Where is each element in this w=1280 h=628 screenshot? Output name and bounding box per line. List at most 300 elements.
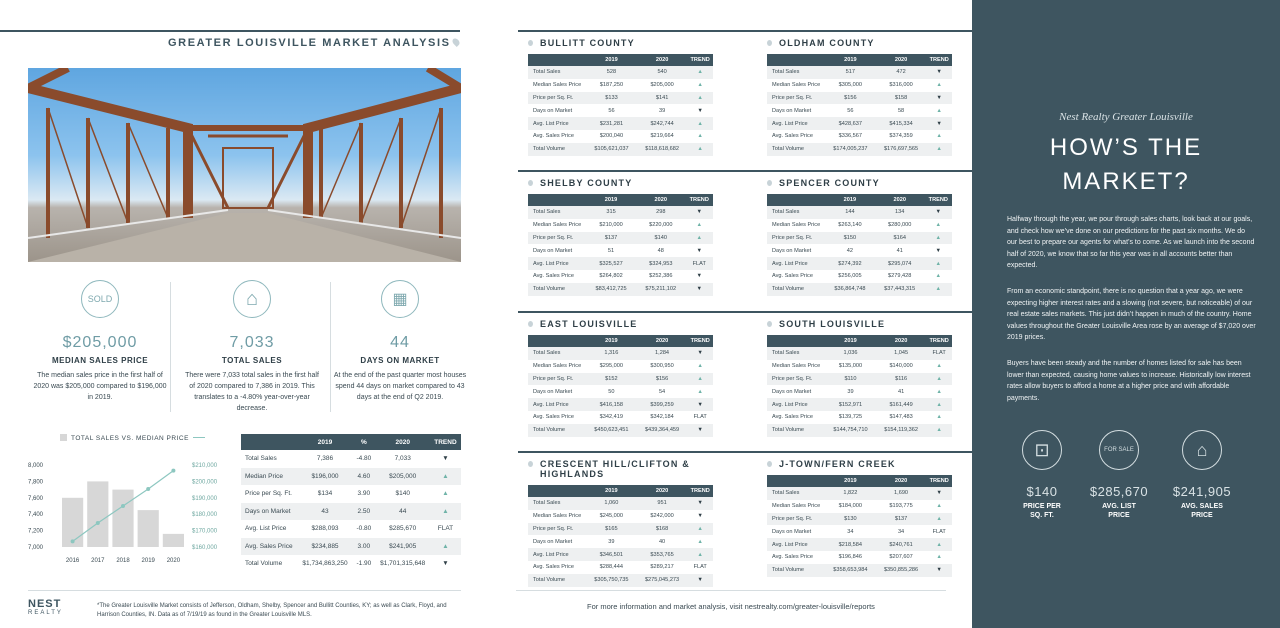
table-cell: ▼ <box>925 206 952 219</box>
table-row <box>767 398 952 411</box>
table-cell: Total Volume <box>767 424 825 437</box>
table-row <box>767 513 952 526</box>
table-row <box>767 283 952 296</box>
county-table <box>528 485 713 587</box>
stat-label-line: SQ. FT. <box>1030 511 1054 519</box>
county-col-header: 2019 <box>825 475 876 487</box>
table-row <box>767 360 952 373</box>
table-cell: $275,045,273 <box>637 574 688 587</box>
table-cell: $205,000 <box>376 468 430 486</box>
table-cell: Avg. Sales Price <box>772 414 813 421</box>
county-rule <box>518 451 978 453</box>
table-cell: $161,449 <box>876 398 926 411</box>
table-cell: ▲ <box>925 232 952 245</box>
sales-vs-price-chart <box>28 455 228 570</box>
table-cell: 48 <box>657 247 664 254</box>
reports-link-text: For more information and market analysis, visit nestrealty.com/greater-louisville/reports <box>587 602 875 611</box>
table-cell: $37,443,315 <box>875 283 925 296</box>
table-cell: ▼ <box>696 247 703 254</box>
table-cell: $300,950 <box>650 363 674 370</box>
median-price-point <box>71 539 75 543</box>
table-cell: ▼ <box>686 283 714 296</box>
table-cell: $156 <box>825 92 876 105</box>
county-col-header: TREND <box>686 194 714 206</box>
calendar-icon: ▦ <box>381 280 419 318</box>
table-cell: Avg. Sales Price <box>241 538 298 556</box>
table-cell: ▲ <box>687 66 713 79</box>
y-right-tick: $200,000 <box>192 479 218 486</box>
table-row <box>241 555 461 573</box>
table-cell: 315 <box>586 206 636 219</box>
stat-label <box>1162 503 1242 520</box>
table-cell: 134 <box>875 206 925 219</box>
table-cell: Days on Market <box>533 388 573 395</box>
table-cell: ▲ <box>936 133 942 140</box>
county-col-header <box>767 475 825 487</box>
county-col-header: 2020 <box>637 54 687 66</box>
table-cell: $416,158 <box>586 398 637 411</box>
table-cell: ▼ <box>926 117 952 130</box>
table-cell: $116 <box>876 373 926 386</box>
table-row <box>767 500 952 513</box>
county-col-header: 2020 <box>636 194 685 206</box>
table-cell: $415,334 <box>876 117 927 130</box>
table-cell: ▲ <box>936 503 942 510</box>
table-cell: $147,483 <box>889 414 913 421</box>
stat-label-line: PRICE PER <box>1023 503 1061 510</box>
county-col-header: TREND <box>926 335 952 347</box>
table-cell: $200,040 <box>599 133 624 140</box>
county-rule <box>518 30 978 32</box>
table-cell: ▲ <box>926 424 952 437</box>
left-page <box>0 0 490 628</box>
table-row <box>767 411 952 424</box>
table-cell: ▲ <box>936 363 942 370</box>
table-cell: ▼ <box>687 398 713 411</box>
county-table <box>528 54 713 156</box>
table-cell: $154,119,362 <box>876 424 926 437</box>
table-row <box>528 373 713 386</box>
table-cell: ▼ <box>696 273 703 280</box>
x-tick: 2020 <box>166 558 181 564</box>
table-row <box>528 385 713 398</box>
table-row <box>767 424 952 437</box>
table-row <box>528 411 713 424</box>
table-cell: FLAT <box>693 414 707 421</box>
table-cell: $140,000 <box>889 363 913 370</box>
table-cell: $264,802 <box>599 273 623 280</box>
table-row <box>767 347 952 360</box>
table-cell: ▼ <box>687 347 713 360</box>
summary-table <box>241 434 461 573</box>
table-cell: ▲ <box>697 363 703 370</box>
y-right-tick: $180,000 <box>192 512 218 519</box>
table-cell: $205,000 <box>650 82 674 89</box>
table-cell: 540 <box>637 66 687 79</box>
table-cell: Avg. List Price <box>528 548 586 561</box>
table-cell: Avg. Sales Price <box>772 273 813 280</box>
x-tick: 2018 <box>116 558 130 564</box>
table-cell: $280,000 <box>888 222 912 229</box>
table-cell: $220,000 <box>649 222 673 229</box>
table-cell: FLAT <box>932 528 946 535</box>
summary-col-header <box>241 434 298 450</box>
county-col-header: 2019 <box>586 485 637 497</box>
y-left-tick: 7,800 <box>28 479 44 486</box>
logo-top: NEST <box>28 598 62 610</box>
summary-col-header: % <box>352 434 375 450</box>
table-cell: $141 <box>637 92 687 105</box>
table-cell: $324,953 <box>636 257 685 270</box>
table-cell: FLAT <box>686 257 714 270</box>
table-cell: $196,846 <box>838 554 863 561</box>
table-cell: $174,005,237 <box>825 143 876 156</box>
county-col-header: 2020 <box>876 475 927 487</box>
table-cell: ▼ <box>686 206 714 219</box>
table-row <box>767 117 952 130</box>
stat-value: $285,670 <box>1089 484 1149 499</box>
table-cell: $36,864,748 <box>825 283 875 296</box>
county-col-header: TREND <box>926 54 952 66</box>
median-price-point <box>121 504 125 508</box>
county-col-header <box>528 194 586 206</box>
stat-value: 44 <box>390 334 410 351</box>
table-cell: $210,000 <box>599 222 623 229</box>
stat-label-line: PRICE <box>1108 511 1130 519</box>
floorplan-icon: ⊡ <box>1022 430 1062 470</box>
table-cell: $105,621,037 <box>586 143 637 156</box>
table-cell: 41 <box>896 247 903 254</box>
table-row <box>528 143 713 156</box>
table-cell: Days on Market <box>533 247 573 254</box>
table-cell: $305,750,735 <box>586 574 637 587</box>
line-legend-swatch <box>193 437 205 438</box>
table-row <box>767 130 952 143</box>
table-cell: Avg. Sales Price <box>772 133 813 140</box>
table-cell: ▼ <box>926 564 952 577</box>
table-cell: Days on Market <box>772 528 812 535</box>
table-row <box>528 360 713 373</box>
table-cell: Days on Market <box>772 388 812 395</box>
summary-col-header: TREND <box>430 434 461 450</box>
table-row <box>528 257 713 270</box>
county-block <box>767 178 952 296</box>
table-cell: $150 <box>825 232 875 245</box>
stat-median-price <box>30 280 170 403</box>
table-cell: $1,734,863,250 <box>298 555 352 573</box>
table-cell: $428,637 <box>825 117 876 130</box>
table-cell: $207,607 <box>889 554 913 561</box>
county-name: SPENCER COUNTY <box>767 178 952 188</box>
table-cell: 39 <box>658 107 666 114</box>
table-cell: Avg. List Price <box>241 520 298 538</box>
bar-legend-swatch <box>60 434 67 441</box>
x-tick: 2017 <box>91 558 105 564</box>
table-cell: $135,000 <box>838 363 863 370</box>
table-cell: Price per Sq. Ft. <box>528 232 586 245</box>
x-tick: 2019 <box>141 558 155 564</box>
table-row <box>767 538 952 551</box>
table-cell: ▲ <box>935 273 942 280</box>
table-cell: ▲ <box>936 82 942 89</box>
table-row <box>241 450 461 468</box>
table-cell: $231,281 <box>586 117 637 130</box>
table-cell: Avg. List Price <box>767 538 825 551</box>
house-key-icon: ⌂ <box>1182 430 1222 470</box>
table-cell: $193,775 <box>889 503 913 510</box>
table-cell: Price per Sq. Ft. <box>767 513 825 526</box>
y-left-tick: 7,600 <box>28 495 44 502</box>
table-row <box>767 257 952 270</box>
table-row <box>767 232 952 245</box>
table-row <box>528 424 713 437</box>
stat-label-line: AVG. LIST <box>1102 503 1136 510</box>
county-col-header <box>767 335 825 347</box>
table-cell: Median Sales Price <box>772 222 821 229</box>
table-cell: $325,527 <box>586 257 636 270</box>
stat-label-line: AVG. SALES <box>1181 503 1223 510</box>
divider <box>170 282 171 412</box>
table-cell: $450,623,451 <box>586 424 637 437</box>
table-row <box>528 79 713 92</box>
table-cell: 44 <box>376 503 430 521</box>
table-cell: Price per Sq. Ft. <box>767 373 825 386</box>
table-cell: 39 <box>847 388 854 395</box>
table-cell: 298 <box>636 206 685 219</box>
table-row <box>528 497 713 510</box>
table-cell: 1,036 <box>825 347 876 360</box>
table-cell: $241,905 <box>376 538 430 556</box>
table-cell: $152,971 <box>825 398 876 411</box>
table-cell: 1,822 <box>825 487 876 500</box>
table-cell: 56 <box>608 107 615 114</box>
table-cell: $399,259 <box>637 398 688 411</box>
table-cell: 2.50 <box>352 503 375 521</box>
table-cell: Total Volume <box>528 283 586 296</box>
table-cell: Price per Sq. Ft. <box>528 92 586 105</box>
county-block <box>767 319 952 437</box>
table-cell: 1,045 <box>876 347 926 360</box>
table-cell: 1,690 <box>876 487 927 500</box>
table-row <box>767 551 952 564</box>
table-cell: Median Sales Price <box>772 503 821 510</box>
y-right-tick: $170,000 <box>192 528 218 535</box>
table-cell: Avg. List Price <box>528 117 586 130</box>
table-cell: 951 <box>637 497 688 510</box>
table-row <box>528 548 713 561</box>
table-row <box>528 66 713 79</box>
table-cell: $187,250 <box>599 82 624 89</box>
headline-line-2: MARKET? <box>1062 168 1190 195</box>
stat-label: MEDIAN SALES PRICE <box>51 356 149 365</box>
price-per-sqft-stat <box>1002 430 1082 520</box>
stat-value: $140 <box>1026 484 1058 499</box>
table-cell: $168 <box>637 523 688 536</box>
county-col-header <box>528 335 586 347</box>
table-cell: ▲ <box>430 538 461 556</box>
county-table <box>767 54 952 156</box>
chart-bar <box>138 510 159 547</box>
table-row <box>767 92 952 105</box>
chart-bar <box>163 534 184 547</box>
table-cell: Avg. List Price <box>528 398 586 411</box>
table-cell: $144,754,710 <box>825 424 876 437</box>
logo-bottom: REALTY <box>28 610 63 616</box>
table-cell: 34 <box>847 528 854 535</box>
table-row <box>767 104 952 117</box>
table-row <box>241 485 461 503</box>
table-row <box>528 574 713 587</box>
table-cell: 51 <box>607 247 615 254</box>
table-cell: $83,412,725 <box>586 283 636 296</box>
headline <box>972 131 1280 199</box>
table-cell: 472 <box>876 66 927 79</box>
footer-rule <box>516 590 946 591</box>
county-table <box>767 475 952 577</box>
table-cell: Avg. Sales Price <box>772 554 813 561</box>
table-cell: Avg. Sales Price <box>533 564 574 571</box>
county-block <box>767 38 952 156</box>
table-cell: Price per Sq. Ft. <box>767 92 825 105</box>
table-cell: ▼ <box>687 424 713 437</box>
table-row <box>528 92 713 105</box>
bridge-photo <box>28 68 461 262</box>
avg-sales-price-stat <box>1162 430 1242 520</box>
table-cell: Total Volume <box>767 143 825 156</box>
table-cell: 50 <box>608 388 615 395</box>
x-tick: 2016 <box>65 558 80 564</box>
table-cell: ▲ <box>925 257 952 270</box>
county-col-header: TREND <box>687 485 713 497</box>
paragraph-3: Buyers have been steady and the number of homes listed for sale has been lower than expected, causing home values to increase. Historically low interest rates allow buyers to afford a home at a higher price and with affordable payments. <box>1007 360 1251 402</box>
table-row <box>528 270 713 283</box>
table-cell: Days on Market <box>241 503 298 521</box>
table-cell: $374,359 <box>889 133 913 140</box>
table-cell: 4.60 <box>352 468 375 486</box>
y-left-tick: 7,200 <box>28 528 44 535</box>
table-cell: $133 <box>586 92 637 105</box>
table-cell: ▼ <box>926 92 952 105</box>
chart-bar <box>112 490 133 547</box>
y-left-tick: 7,000 <box>28 545 44 551</box>
table-cell: ▲ <box>926 143 952 156</box>
table-cell: $242,000 <box>650 513 674 520</box>
table-cell: $245,000 <box>599 513 624 520</box>
table-cell: 1,060 <box>586 497 637 510</box>
table-cell: Total Sales <box>528 66 586 79</box>
table-cell: 517 <box>825 66 876 79</box>
table-cell: ▼ <box>430 555 461 573</box>
sold-sign-icon: SOLD <box>81 280 119 318</box>
table-row <box>528 523 713 536</box>
table-cell: Days on Market <box>772 247 812 254</box>
table-cell: $295,000 <box>599 363 624 370</box>
table-cell: Price per Sq. Ft. <box>528 523 586 536</box>
table-cell: $295,074 <box>875 257 925 270</box>
table-cell: Price per Sq. Ft. <box>241 485 298 503</box>
table-row <box>767 270 952 283</box>
table-row <box>767 487 952 500</box>
table-row <box>528 398 713 411</box>
table-cell: Median Price <box>241 468 298 486</box>
county-col-header: 2019 <box>825 54 876 66</box>
stat-value: 7,033 <box>229 334 275 351</box>
y-right-tick: $160,000 <box>192 545 218 551</box>
table-cell: $196,000 <box>298 468 352 486</box>
table-cell: $288,444 <box>599 564 624 571</box>
table-cell: Days on Market <box>772 107 812 114</box>
table-cell: -4.80 <box>352 450 375 468</box>
table-row <box>528 244 713 257</box>
table-cell: 3.00 <box>352 538 375 556</box>
table-cell: Avg. Sales Price <box>533 414 574 421</box>
county-col-header <box>528 54 586 66</box>
table-cell: -1.90 <box>352 555 375 573</box>
table-cell: Avg. List Price <box>528 257 586 270</box>
y-left-tick: 8,000 <box>28 463 44 469</box>
y-right-tick: $210,000 <box>192 463 218 469</box>
stat-value: $205,000 <box>62 334 138 351</box>
county-table <box>767 335 952 437</box>
table-cell: Total Volume <box>528 143 586 156</box>
table-cell: $240,761 <box>876 538 927 551</box>
stat-label <box>1002 503 1082 520</box>
county-block <box>528 319 713 437</box>
table-cell: $158 <box>876 92 927 105</box>
county-col-header: 2020 <box>637 485 688 497</box>
table-cell: Total Sales <box>767 66 825 79</box>
y-right-tick: $190,000 <box>192 495 218 502</box>
table-cell: ▲ <box>687 92 713 105</box>
table-cell: ▲ <box>936 107 942 114</box>
stat-label <box>1079 503 1159 520</box>
table-row <box>528 130 713 143</box>
table-cell: ▲ <box>430 468 461 486</box>
footnote: *The Greater Louisville Market consists of Jefferson, Oldham, Shelby, Spencer and Bullitt Counties, KY; as well as Clark, Floyd, and Harrison Counties, IN. Data as of 7/19/19 as found in the Greater Louisville MLS. <box>97 603 447 618</box>
table-cell: $285,670 <box>376 520 430 538</box>
table-cell: $234,885 <box>298 538 352 556</box>
county-col-header: 2020 <box>876 335 926 347</box>
table-cell: ▲ <box>697 388 703 395</box>
table-cell: Days on Market <box>533 107 573 114</box>
table-cell: ▼ <box>697 513 703 520</box>
table-cell: $152 <box>586 373 637 386</box>
stat-label: TOTAL SALES <box>221 356 283 365</box>
table-cell: Total Sales <box>767 487 825 500</box>
table-cell: ▲ <box>926 373 952 386</box>
county-name: BULLITT COUNTY <box>528 38 713 48</box>
table-cell: Total Volume <box>767 283 825 296</box>
table-cell: $140 <box>376 485 430 503</box>
table-cell: $288,093 <box>298 520 352 538</box>
y-left-tick: 7,400 <box>28 512 44 519</box>
table-cell: $342,184 <box>650 414 674 421</box>
table-cell: ▲ <box>687 373 713 386</box>
county-name: EAST LOUISVILLE <box>528 319 713 329</box>
table-cell: ▲ <box>687 523 713 536</box>
table-row <box>241 468 461 486</box>
table-cell: ▲ <box>697 133 703 140</box>
table-cell: 3.90 <box>352 485 375 503</box>
table-cell: ▲ <box>935 222 942 229</box>
table-cell: $316,000 <box>889 82 913 89</box>
table-cell: 54 <box>658 388 666 395</box>
table-cell: 58 <box>897 107 905 114</box>
table-cell: $137 <box>586 232 636 245</box>
table-cell: -0.80 <box>352 520 375 538</box>
table-cell: 7,386 <box>298 450 352 468</box>
table-cell: 42 <box>846 247 854 254</box>
